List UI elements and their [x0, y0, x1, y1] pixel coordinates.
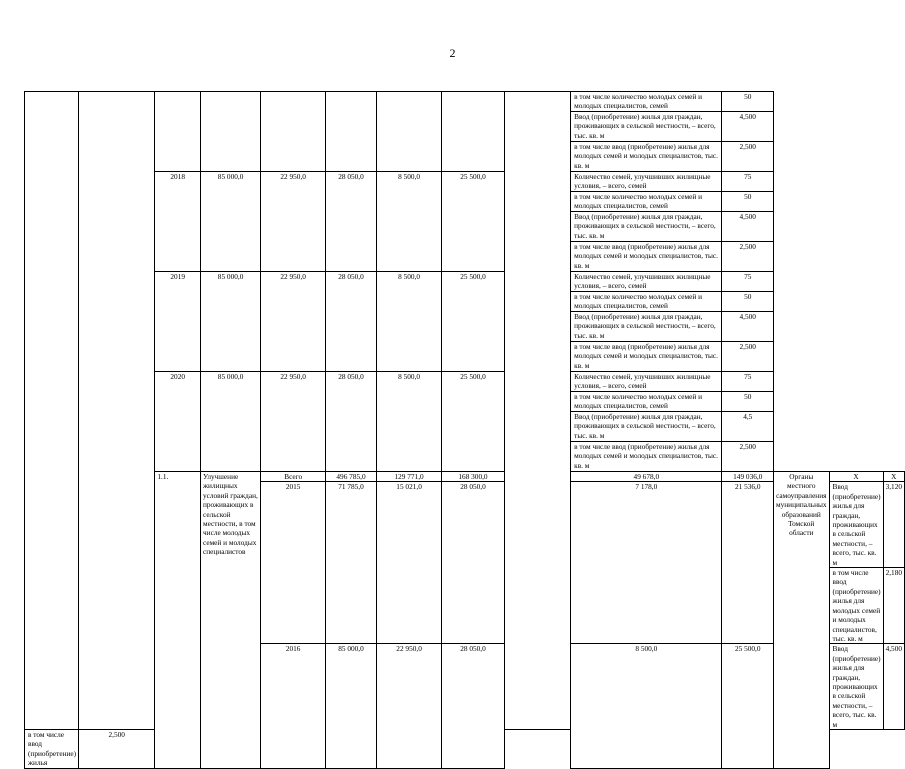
indicator-text: Количество семей, улучшивших жилищные условия, – всего, семей — [571, 172, 722, 192]
total-cell: 85 000,0 — [201, 172, 261, 272]
indicator-value: 50 — [722, 192, 774, 212]
cell-name-empty — [79, 92, 155, 730]
indicator-text: Ввод (приобретение) жилья для граждан, проживающих в сельской местности, – всего, тыс. кв. м — [571, 112, 722, 142]
indicator-text: в том числе ввод (приобретение) жилья для молодых семей и молодых специалистов, тыс. кв. м — [571, 242, 722, 272]
indicator-text: в том числе ввод (приобретение) жилья для молодых семей и молодых специалистов, тыс. кв. м — [571, 342, 722, 372]
other-cell: 149 036,0 — [722, 472, 774, 482]
cell-year-empty — [155, 92, 201, 172]
indicator-text: Количество семей, улучшивших жилищные условия, – всего, семей — [571, 272, 722, 292]
indicator-value: 4,500 — [722, 112, 774, 142]
year-cell: 2020 — [155, 372, 201, 472]
indicator-text: Количество семей, улучшивших жилищные условия, – всего, семей — [571, 372, 722, 392]
indicator-value: 75 — [722, 272, 774, 292]
total-cell: 85 000,0 — [201, 272, 261, 372]
indicator-value: 50 — [722, 292, 774, 312]
local-cell: 8 500,0 — [376, 372, 441, 472]
total-cell: 496 785,0 — [326, 472, 377, 482]
cell-number-empty — [25, 92, 79, 730]
federal-cell: 129 771,0 — [376, 472, 441, 482]
section-name: Улучшение жилищных условий граждан, проживающих в сельской местности, в том числе молодых семей и молодых специалистов — [201, 472, 261, 769]
total-cell: 85 000,0 — [326, 644, 377, 768]
table-row — [25, 272, 905, 292]
section-number: 1.1. — [155, 472, 201, 769]
other-cell: 21 536,0 — [722, 482, 774, 644]
program-table — [24, 91, 905, 769]
regional-cell: 28 050,0 — [326, 172, 377, 272]
regional-cell: 28 050,0 — [442, 482, 504, 644]
indicator-value: 3,120 — [883, 482, 904, 568]
indicator-text: X — [829, 472, 883, 482]
year-cell: 2019 — [155, 272, 201, 372]
indicator-value: 2,500 — [722, 442, 774, 472]
indicator-text: в том числе ввод (приобретение) жилья — [25, 729, 79, 768]
year-cell: Всего — [261, 472, 326, 482]
indicator-value: 4,5 — [722, 412, 774, 442]
indicator-value: 2,500 — [722, 242, 774, 272]
regional-cell: 28 050,0 — [326, 272, 377, 372]
year-cell: 2015 — [261, 482, 326, 644]
other-cell: 25 500,0 — [442, 372, 504, 472]
indicator-text: в том числе ввод (приобретение) жилья для молодых семей и молодых специалистов, тыс. кв. м — [829, 568, 883, 644]
local-cell: 7 178,0 — [571, 482, 722, 644]
indicator-value: 50 — [722, 92, 774, 112]
local-cell: 8 500,0 — [376, 172, 441, 272]
indicator-text: в том числе ввод (приобретение) жилья для молодых семей и молодых специалистов, тыс. кв. м — [571, 442, 722, 472]
indicator-value: 2,500 — [79, 729, 155, 768]
indicator-value: 4,500 — [722, 312, 774, 342]
indicator-text: Ввод (приобретение) жилья для граждан, проживающих в сельской местности, – всего, тыс. кв. м — [571, 412, 722, 442]
indicator-value: 4,500 — [883, 644, 904, 730]
federal-cell: 22 950,0 — [261, 372, 326, 472]
indicator-value: 2,500 — [722, 342, 774, 372]
indicator-value: 50 — [722, 392, 774, 412]
indicator-value: 2,500 — [722, 142, 774, 172]
other-cell: 25 500,0 — [442, 272, 504, 372]
other-cell: 25 500,0 — [442, 172, 504, 272]
indicator-text: Ввод (приобретение) жилья для граждан, проживающих в сельской местности, – всего, тыс. кв. м — [571, 212, 722, 242]
indicator-text: Ввод (приобретение) жилья для граждан, проживающих в сельской местности, – всего, тыс. кв. м — [829, 644, 883, 730]
year-cell: 2016 — [261, 644, 326, 768]
table-row — [25, 172, 905, 192]
indicator-text: в том числе ввод (приобретение) жилья для молодых семей и молодых специалистов, тыс. кв. м — [571, 142, 722, 172]
indicator-text: Ввод (приобретение) жилья для граждан, проживающих в сельской местности, – всего, тыс. кв. м — [571, 312, 722, 342]
cell-executor-empty — [504, 92, 571, 730]
indicator-value: 75 — [722, 172, 774, 192]
table-row — [25, 472, 905, 482]
federal-cell: 22 950,0 — [376, 644, 441, 768]
federal-cell: 15 021,0 — [376, 482, 441, 644]
table-row — [25, 372, 905, 392]
table-row — [25, 92, 905, 112]
local-cell: 8 500,0 — [376, 272, 441, 372]
indicator-text: в том числе количество молодых семей и молодых специалистов, семей — [571, 392, 722, 412]
year-cell: 2018 — [155, 172, 201, 272]
indicator-value: 4,500 — [722, 212, 774, 242]
other-cell: 25 500,0 — [722, 644, 774, 768]
indicator-text: в том числе количество молодых семей и молодых специалистов, семей — [571, 292, 722, 312]
total-cell: 85 000,0 — [201, 372, 261, 472]
page-number: 2 — [449, 46, 456, 60]
local-cell: 8 500,0 — [571, 644, 722, 768]
federal-cell: 22 950,0 — [261, 272, 326, 372]
indicator-text: Ввод (приобретение) жилья для граждан, проживающих в сельской местности, – всего, тыс. кв. м — [829, 482, 883, 568]
federal-cell: 22 950,0 — [261, 172, 326, 272]
regional-cell: 28 050,0 — [326, 372, 377, 472]
executor-cell: Органы местного самоуправления муниципальных образований Томской области — [774, 472, 830, 769]
local-cell: 49 678,0 — [571, 472, 722, 482]
indicator-value: 2,180 — [883, 568, 904, 644]
indicator-text: в том числе количество молодых семей и молодых специалистов, семей — [571, 92, 722, 112]
regional-cell: 168 300,0 — [442, 472, 504, 482]
regional-cell: 28 050,0 — [442, 644, 504, 768]
indicator-text: в том числе количество молодых семей и молодых специалистов, семей — [571, 192, 722, 212]
indicator-value: 75 — [722, 372, 774, 392]
total-cell: 71 785,0 — [326, 482, 377, 644]
indicator-value: X — [883, 472, 904, 482]
